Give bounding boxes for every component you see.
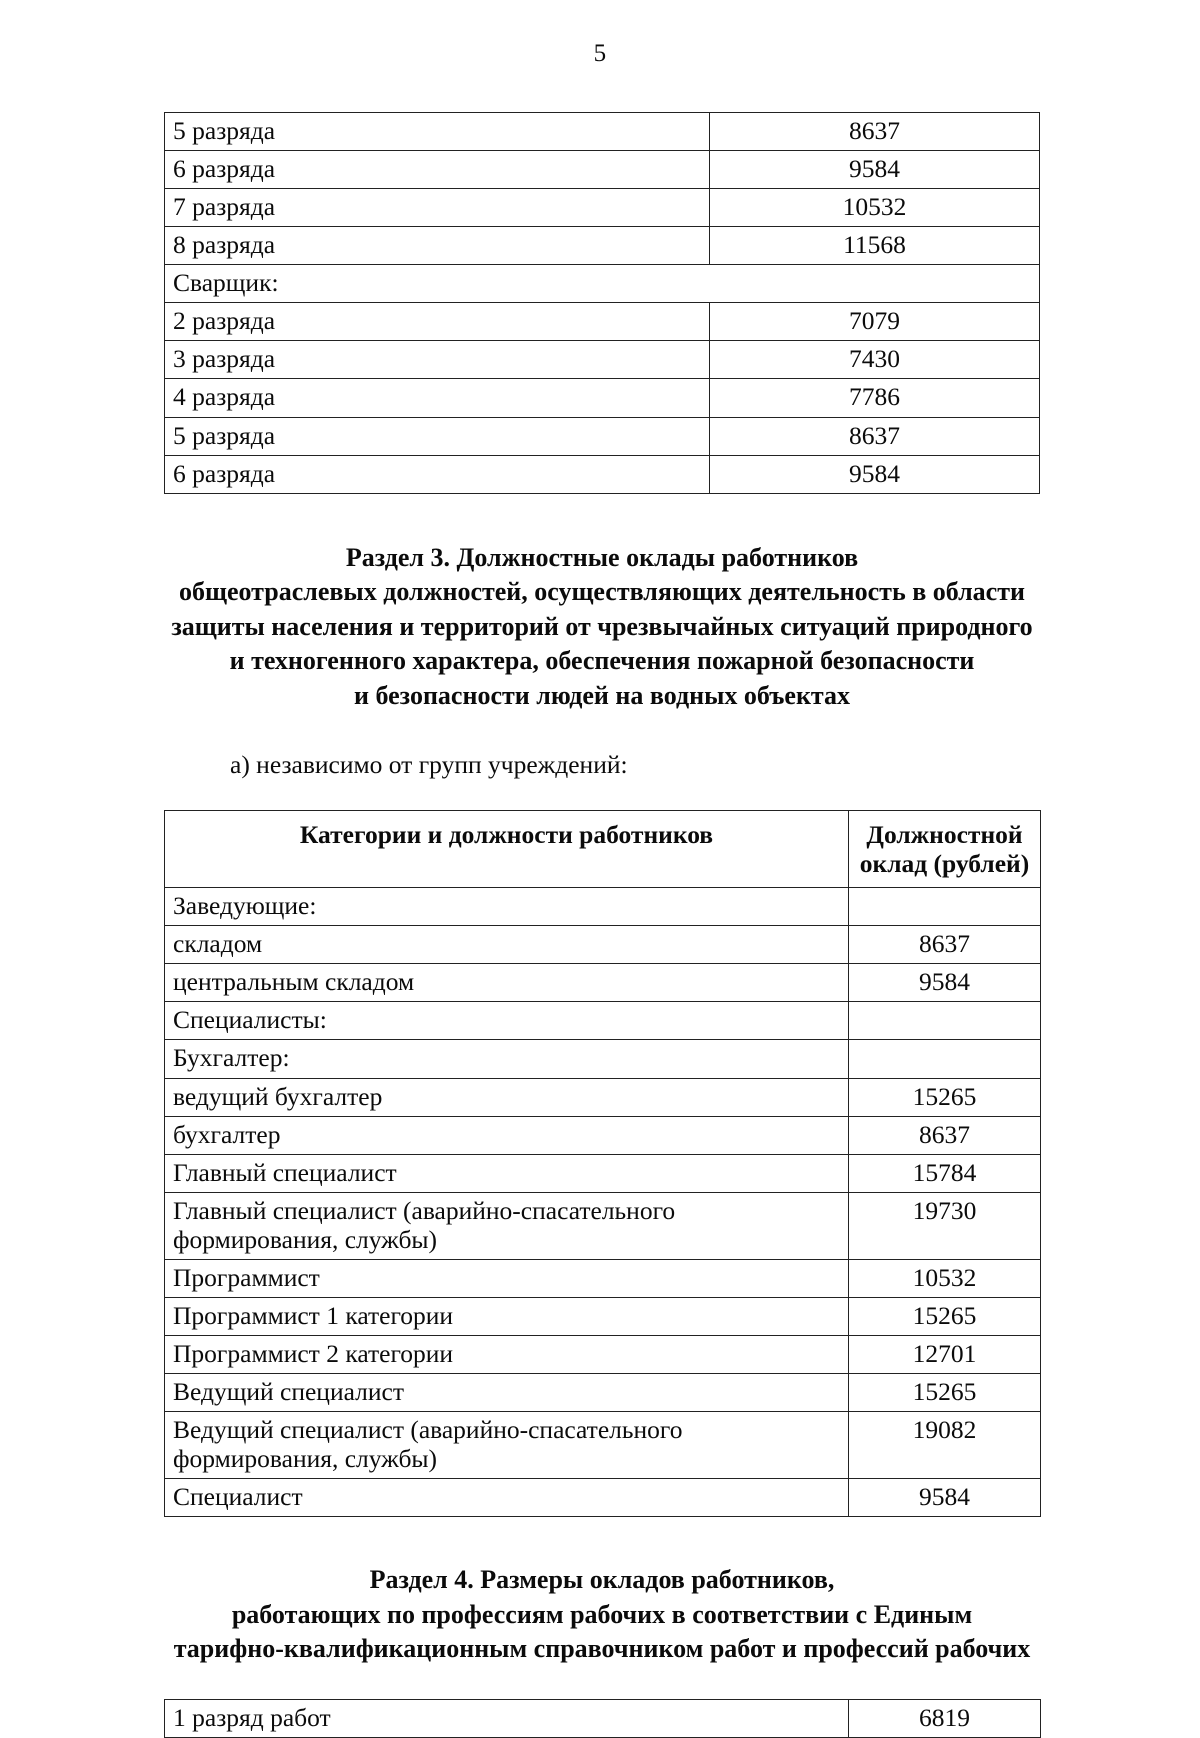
table-row bbox=[165, 1297, 1041, 1335]
table-row bbox=[165, 303, 1040, 341]
table-row bbox=[165, 964, 1041, 1002]
row-label: Главный специалист (аварийно-спасательного формирования, службы) bbox=[165, 1192, 849, 1259]
table-row bbox=[165, 1335, 1041, 1373]
row-value: 6819 bbox=[849, 1700, 1041, 1738]
table-row bbox=[165, 888, 1041, 926]
row-label: 8 разряда bbox=[165, 227, 710, 265]
row-label: 7 разряда bbox=[165, 189, 710, 227]
row-value: 7430 bbox=[710, 341, 1040, 379]
section3-heading-line-1: Раздел 3. Должностные оклады работников bbox=[345, 542, 859, 572]
row-label: 6 разряда bbox=[165, 151, 710, 189]
table-row bbox=[165, 151, 1040, 189]
table-row bbox=[165, 1154, 1041, 1192]
column-header-categories: Категории и должности работников bbox=[165, 811, 849, 888]
spacer bbox=[164, 1517, 1040, 1563]
row-value: 15784 bbox=[849, 1154, 1041, 1192]
spacer bbox=[164, 1667, 1040, 1699]
row-label: Программист 1 категории bbox=[165, 1297, 849, 1335]
row-value: 8637 bbox=[849, 926, 1041, 964]
section4-heading bbox=[164, 1563, 1040, 1667]
row-label: 4 разряда bbox=[165, 379, 710, 417]
row-value bbox=[849, 1040, 1041, 1078]
table-header-row bbox=[165, 811, 1041, 888]
table-wage-grades-continued bbox=[164, 112, 1040, 494]
section4-heading-line-1: Раздел 4. Размеры окладов работников, bbox=[369, 1565, 835, 1595]
table-row bbox=[165, 1002, 1041, 1040]
page-content bbox=[164, 112, 1040, 1738]
table-row bbox=[165, 926, 1041, 964]
section3-heading bbox=[164, 541, 1040, 714]
row-label: 2 разряда bbox=[165, 303, 710, 341]
row-label: 6 разряда bbox=[165, 455, 710, 493]
table-row bbox=[165, 1700, 1041, 1738]
column-header-salary bbox=[849, 811, 1041, 888]
row-value: 8637 bbox=[849, 1116, 1041, 1154]
row-value: 15265 bbox=[849, 1374, 1041, 1412]
row-label: Ведущий специалист bbox=[165, 1374, 849, 1412]
row-value: 9584 bbox=[710, 455, 1040, 493]
section3-heading-line-4: и техногенного характера, обеспечения пожарной безопасности bbox=[229, 646, 975, 676]
row-value: 8637 bbox=[710, 417, 1040, 455]
table-row bbox=[165, 455, 1040, 493]
table-body bbox=[165, 888, 1041, 1517]
table-row bbox=[165, 227, 1040, 265]
row-label: складом bbox=[165, 926, 849, 964]
row-label: 5 разряда bbox=[165, 417, 710, 455]
row-value: 19730 bbox=[849, 1192, 1041, 1259]
row-value bbox=[849, 1002, 1041, 1040]
row-label: Специалисты: bbox=[165, 1002, 849, 1040]
section4-heading-line-2: работающих по профессиям рабочих в соответствии с Единым bbox=[231, 1599, 973, 1629]
column-header-salary-line-2: оклад (рублей) bbox=[859, 849, 1030, 879]
column-header-salary-line-1: Должностной bbox=[866, 820, 1023, 850]
row-value: 19082 bbox=[849, 1412, 1041, 1479]
row-label: ведущий бухгалтер bbox=[165, 1078, 849, 1116]
row-label: центральным складом bbox=[165, 964, 849, 1002]
table-head bbox=[165, 811, 1041, 888]
row-label: 5 разряда bbox=[165, 113, 710, 151]
spacer bbox=[164, 714, 1040, 750]
table-positions-salaries bbox=[164, 810, 1041, 1517]
table-row-category bbox=[165, 265, 1040, 303]
section3-heading-line-3: защиты населения и территорий от чрезвычайных ситуаций природного bbox=[171, 611, 1033, 641]
row-label: бухгалтер bbox=[165, 1116, 849, 1154]
row-label: Специалист bbox=[165, 1479, 849, 1517]
row-label: Ведущий специалист (аварийно-спасательного формирования, службы) bbox=[165, 1412, 849, 1479]
table-row bbox=[165, 1479, 1041, 1517]
row-value: 10532 bbox=[710, 189, 1040, 227]
row-label: Сварщик: bbox=[165, 265, 1040, 303]
section3-heading-line-2: общеотраслевых должностей, осуществляющих деятельность в области bbox=[179, 577, 1025, 607]
page-number: 5 bbox=[593, 40, 607, 67]
table-row bbox=[165, 1374, 1041, 1412]
row-value: 15265 bbox=[849, 1297, 1041, 1335]
row-value: 9584 bbox=[710, 151, 1040, 189]
table-row bbox=[165, 1259, 1041, 1297]
row-label: Программист 2 категории bbox=[165, 1335, 849, 1373]
table-row bbox=[165, 1040, 1041, 1078]
row-label: 1 разряд работ bbox=[165, 1700, 849, 1738]
table-body bbox=[165, 1700, 1041, 1738]
row-label: Бухгалтер: bbox=[165, 1040, 849, 1078]
table-row bbox=[165, 1116, 1041, 1154]
table-row bbox=[165, 341, 1040, 379]
row-value: 12701 bbox=[849, 1335, 1041, 1373]
section3-lead-in: а) независимо от групп учреждений: bbox=[230, 749, 628, 779]
row-value: 11568 bbox=[710, 227, 1040, 265]
row-value bbox=[849, 888, 1041, 926]
row-label: Главный специалист bbox=[165, 1154, 849, 1192]
table-row bbox=[165, 189, 1040, 227]
row-value: 7079 bbox=[710, 303, 1040, 341]
row-value: 15265 bbox=[849, 1078, 1041, 1116]
table-body bbox=[165, 113, 1040, 494]
table-worker-grades bbox=[164, 1699, 1041, 1738]
table-row bbox=[165, 379, 1040, 417]
spacer bbox=[164, 494, 1040, 541]
table-row bbox=[165, 417, 1040, 455]
table-row bbox=[165, 1412, 1041, 1479]
table-row bbox=[165, 1192, 1041, 1259]
row-label: Заведующие: bbox=[165, 888, 849, 926]
row-value: 9584 bbox=[849, 964, 1041, 1002]
spacer bbox=[164, 780, 1040, 810]
row-value: 10532 bbox=[849, 1259, 1041, 1297]
section3-heading-line-5: и безопасности людей на водных объектах bbox=[353, 680, 851, 710]
row-value: 7786 bbox=[710, 379, 1040, 417]
row-value: 8637 bbox=[710, 113, 1040, 151]
row-value: 9584 bbox=[849, 1479, 1041, 1517]
table-row bbox=[165, 113, 1040, 151]
row-label: Программист bbox=[165, 1259, 849, 1297]
row-label: 3 разряда bbox=[165, 341, 710, 379]
section4-heading-line-3: тарифно-квалификационным справочником работ и профессий рабочих bbox=[173, 1634, 1031, 1664]
table-row bbox=[165, 1078, 1041, 1116]
